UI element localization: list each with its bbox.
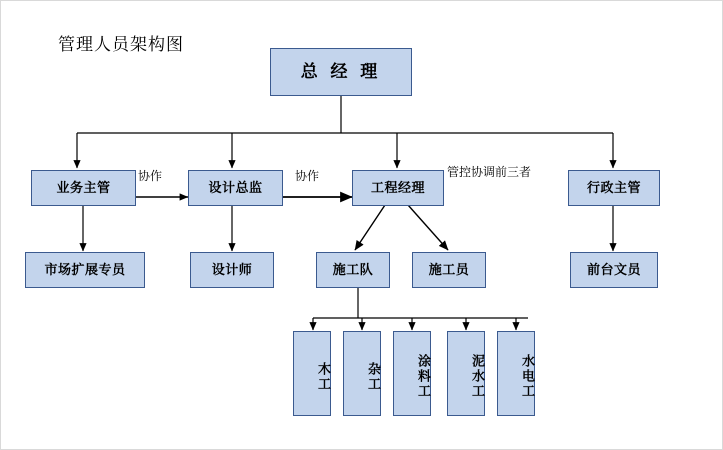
node-design-director[interactable] — [188, 170, 283, 206]
edge-label-collab-1: 协作 — [138, 169, 163, 183]
node-label: 涂料工 — [416, 354, 431, 399]
node-label: 设计师 — [211, 261, 253, 277]
node-label: 行政主管 — [586, 179, 641, 195]
node-electrician[interactable] — [497, 331, 535, 416]
node-odd-jobs[interactable] — [343, 331, 381, 416]
node-business-supervisor[interactable] — [31, 170, 136, 206]
node-label: 市场扩展专员 — [44, 261, 126, 277]
node-label: 水电工 — [520, 354, 535, 399]
edge-label-control-coordinate: 管控协调前三者 — [447, 165, 532, 179]
node-label: 木工 — [316, 361, 331, 392]
node-label: 杂工 — [366, 361, 381, 392]
node-construction-staff[interactable] — [412, 252, 486, 288]
node-label: 施工队 — [332, 261, 374, 277]
node-label: 泥水工 — [470, 354, 485, 399]
node-front-desk-clerk[interactable] — [570, 252, 658, 288]
edge-label-collab-2: 协作 — [295, 169, 320, 183]
node-construction-team[interactable] — [316, 252, 390, 288]
node-general-manager[interactable] — [270, 48, 412, 96]
node-carpenter[interactable] — [293, 331, 331, 416]
node-label: 设计总监 — [208, 179, 263, 195]
node-label: 前台文员 — [586, 261, 641, 277]
node-painter[interactable] — [393, 331, 431, 416]
page-title: 管理人员架构图 — [58, 35, 184, 54]
node-designer[interactable] — [190, 252, 274, 288]
node-admin-supervisor[interactable] — [568, 170, 660, 206]
node-project-manager[interactable] — [352, 170, 444, 206]
node-label: 工程经理 — [370, 179, 425, 195]
node-mason[interactable] — [447, 331, 485, 416]
node-market-specialist[interactable] — [25, 252, 145, 288]
node-label: 施工员 — [428, 261, 470, 277]
node-label: 业务主管 — [56, 179, 111, 195]
node-label: 总 经 理 — [300, 62, 382, 82]
